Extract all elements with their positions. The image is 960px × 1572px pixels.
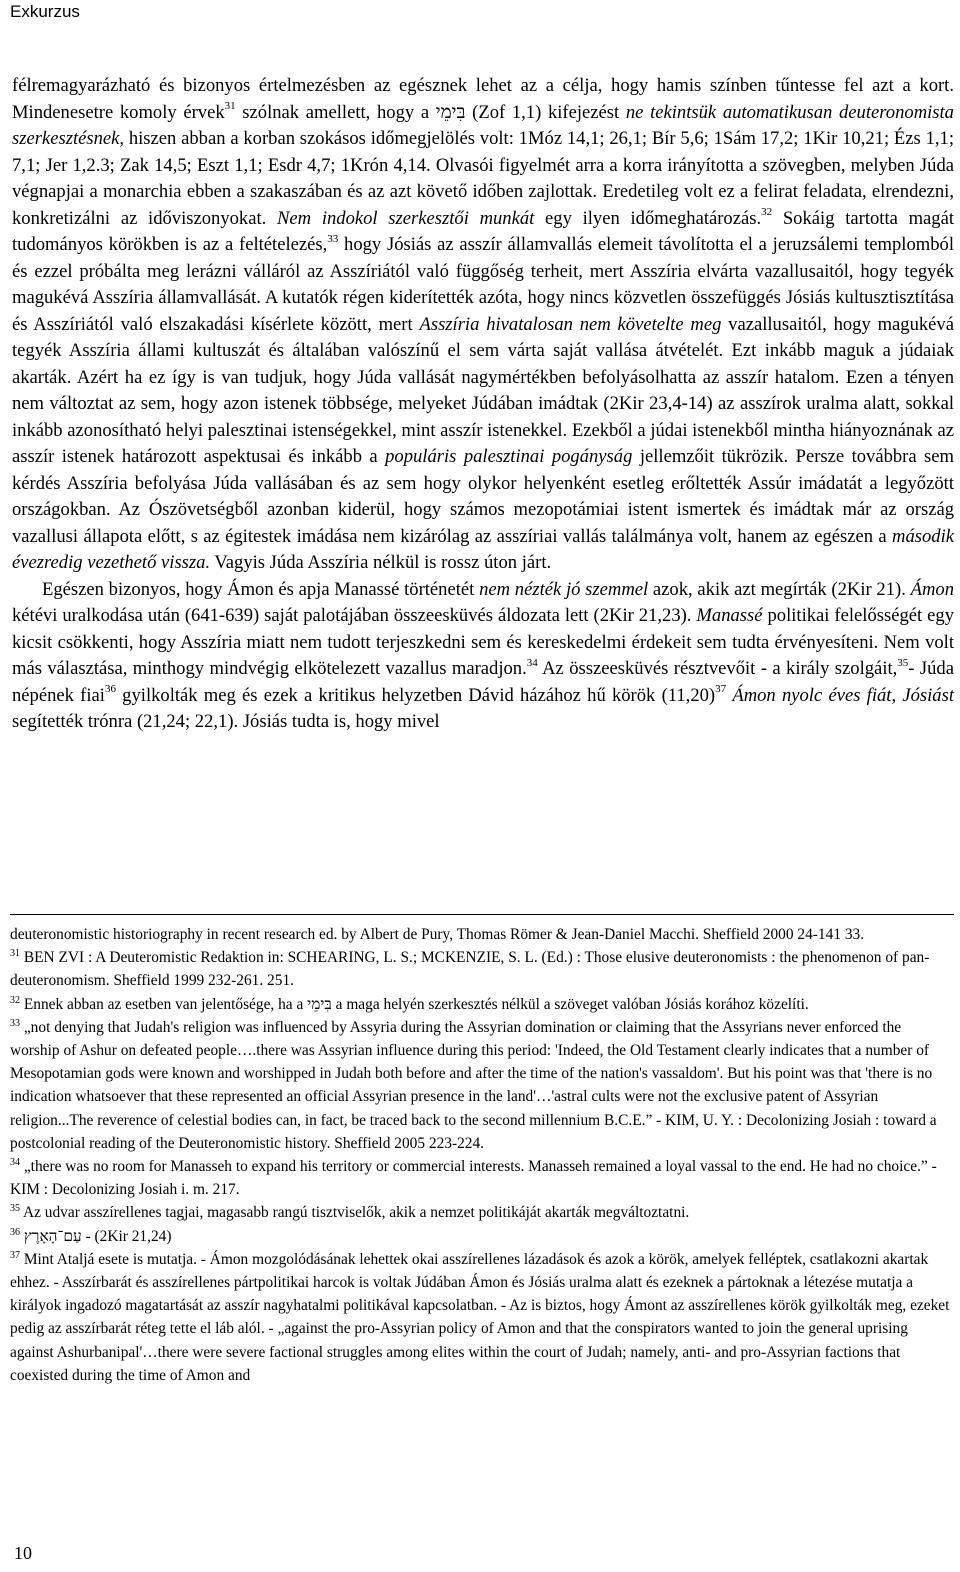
footnote-text: Az udvar asszírellenes tagjai, magasabb rangú tisztviselők, akik a nemzet politikáját akarták megváltoztatni. [20,1204,690,1222]
paragraph-2 [12,577,954,736]
page-number: 10 [14,1543,32,1563]
text-run: Vagyis Júda Asszíria nélkül is rossz úton járt. [210,552,552,573]
footnote-text: BEN ZVI : A Deuteromistic Redaktion in: [20,949,288,967]
text-run: hogy Jósiás az asszír államvallás elemeit távolította el a jeruzsálemi templomból és ezzel próbálta meg lerázni válláról az Asszíriától való függőség terheit, mert Asszíria elvárta vazallusaitól, hogy tegyék magukévá Asszíria államvallását. A kutatók régen kiderítették azóta, hogy nincs közvetlen összefüggés Jósiás kultusztisztítása és Asszíriától való elszakadási kísérlete között, mert [12,234,954,335]
footnote-34 [10,1155,954,1201]
footnote-33 [10,1016,954,1155]
italic-run: második évezredig vezethető vissza. [12,525,954,573]
footnote-ref-37[interactable]: 37 [715,683,727,696]
text-run: jellemzőit tükrözik. Persze továbbra sem kérdés Asszíria befolyása Júda vallásában és az sem hogy olykor helyenként esetleg erőltették Assúr imádatát a legyőzött országokban. Az Ószövetségből azonban kiderül, hogy számos mezopotámiai istent ismertek és imádtak már az ország vazallusi állapota előtt, s az égitestek imádása nem kizárólag az asszíriai vallás találmánya volt, hanem az egészen a [12,446,954,547]
italic-run: Nem indokol szerkesztői munkát [277,207,535,229]
italic-run: populáris palesztinai pogányság [385,446,633,467]
footnote-number: 34 [10,1157,20,1169]
text-run: félremagyarázható és bizonyos értelmezésben az egésznek lehet az a célja, hogy hamis színben tűntesse fel azt a kort. Mindenesetre komoly érvek [12,75,954,123]
italic-run: Ámon nyolc éves fiát, Jósiást [732,684,954,706]
text-run: gyilkolták meg és ezek a kritikus helyzetben Dávid házához hű körök (11,20) [115,684,716,706]
footnote-text: Mint Ataljá esete is mutatja. - Ámon mozgolódásának lehettek okai asszírellenes lázadások és azok a körök, amelyek felléptek, csatlakozni akartak ehhez. - Asszírbarát és asszírellenes pártpolitikai harcok is voltak Júdában Ámon és Jósiás uralma alatt és ezeknek a pártoknak a létezése mutatja a királyok ingadozó magatartását az asszír nagyhatalmi politikával kapcsolatban. - Az is biztos, hogy Ámont az asszírellenes körök gyilkolták meg, ezeket pedig az asszírbarát réteg tette el láb alól. - „against the pro-Assyrian policy of Amon and that the conspirators wanted to join the general uprising against Ashurbanipal'…there were severe factional struggles among elites within the court of Judah; namely, anti- and pro-Assyrian factions that coexisted during the time of Amon and [10,1250,950,1384]
footnote-author: KIM [10,1181,40,1199]
text-run: Az összeesküvés résztvevőit - a király szolgáit, [537,658,898,679]
footnote-era: B.C.E. [604,1111,646,1129]
footnote-ref-34[interactable]: 34 [526,656,538,669]
hebrew-word: עַם־הָאָרֶץ [23,1227,82,1245]
footnote-number: 33 [10,1017,20,1029]
text-run: - Júda népének fiai [12,658,954,706]
italic-run: ne tekintsük automatikusan deuteronomista szerkesztésnek, [12,101,954,149]
footnote-author: SCHEARING, L. S.; MCKENZIE, S. L. [287,949,538,967]
text-run: (Zof 1,1) kifejezést [465,101,626,123]
footnote-number: 35 [10,1203,20,1215]
footnote-author: KIM, U. Y. [665,1111,734,1129]
footnotes [10,923,954,1387]
footnote-ref-32[interactable]: 32 [761,206,773,219]
footnote-ref-36[interactable]: 36 [104,683,116,696]
footnote-31 [10,946,954,992]
hebrew-word: בִּימֵי [435,101,466,123]
text-run: politikai felelősségét egy kicsit csökkenti, hogy Asszíria miatt nem tudott terjeszkedni sem és kereskedelmi érdekeit sem tudta érvényesíteni. Nem volt más választása, minthogy mindvégig elkötelezett vazallus maradjon. [12,605,954,679]
footnote-36 [10,1225,954,1248]
text-run: segítették trónra (21,24; 22,1). Jósiás tudta is, hogy mivel [12,711,440,732]
italic-run: nem nézték jó szemmel [479,578,649,600]
italic-run: Asszíria hivatalosan nem követelte meg [419,313,722,335]
footnote-ref-31[interactable]: 31 [224,100,236,113]
text-run: azok, akik azt megírták (2Kir 21). [648,578,911,600]
text-run: Sokáig tartotta magát tudományos körökben is az a feltételezés, [12,207,955,255]
footnote-ref-35[interactable]: 35 [897,656,909,669]
footnote-35 [10,1201,954,1224]
paragraph-1 [12,73,954,577]
footnote-number: 31 [10,948,20,960]
hebrew-word: בִּימֵי [307,995,332,1013]
text-run: szólnak amellett, hogy a [235,101,436,123]
footnote-text: deuteronomistic historiography in recent research ed. by Albert de Pury, Thomas Römer & Jean-Daniel Macchi. Sheffield 2000 24-141 33. [10,926,865,943]
footnote-number: 32 [10,994,20,1006]
footnote-ref-33[interactable]: 33 [327,232,339,245]
footnote-text: „not denying that Judah's religion was influenced by Assyria during the Assyrian domination or claiming that the Assyrians never enforced the worship of Ashur on defeated people….there was Assyrian influence during this period: 'Indeed, the Old Testament clearly indicates that a number of Mesopotamian gods were known and worshipped in Judah both before and after the time of the nation's vassaldom'. But his point was that 'there is no indication whatsoever that these represented an official Assyrian presence in the land'…'astral cults were not the exclusive patent of Assyrian religion...The reverence of celestial bodies can, in fact, be traced back to the second millennium [10,1018,933,1129]
footnote-text: Ennek abban az esetben van jelentősége, ha a [20,995,308,1013]
italic-run: Ámon [910,578,954,600]
footnote-number: 36 [10,1226,20,1238]
main-text [12,73,954,736]
footnote-text: : Decolonizing Josiah : toward a postcolonial reading of the Deuteronomistic history. Sheffield 2005 223-224. [10,1111,937,1152]
italic-run: Manassé [696,605,763,626]
running-header: Exkurzus [10,2,80,21]
footnote-text: a maga helyén szerkesztés nélkül a szöveget valóban Jósiás korához közelíti. [331,995,809,1013]
text-run: vazallusaitól, hogy magukévá tegyék Asszíria állami kultuszát és általában valószínű el sem várta saját vallása átvételét. Ezt inkább maguk a júdaiak akarták. Azért ha ez így is van tudjuk, hogy Júda vallását nagymértékben befolyásolhatta az asszír hatalom. Ezen a tényen nem változtat az sem, hogy azon istenek többsége, melyeket Júdában imádtak (2Kir 23,4-14) az asszírok uralma alatt, sokkal inkább azonosítható helyi palesztinai istenségekkel, mint asszír istenekkel. Ezekből a júdai istenekből mintha hiányoznának az asszír istenek határozott aspektusai és inkább a [12,313,954,467]
text-run: Egészen bizonyos, hogy Ámon és apja Manassé történetét [42,578,480,600]
text-run: egy ilyen időmeghatározás. [534,207,762,229]
footnote-37 [10,1248,954,1387]
footnote-32 [10,993,954,1016]
text-run: kétévi uralkodása után (641-639) saját palotájában összeesküvés áldozata lett (2Kir 21,23). [12,605,697,626]
footnote-text: ” - [645,1111,666,1129]
footnote-text: - (2Kir 21,24) [81,1227,172,1245]
footnote-number: 37 [10,1249,20,1261]
text-run: hiszen abban a korban szokásos időmegjelölés volt: 1Móz 14,1; 26,1; Bír 5,6; 1Sám 17,2; 1Kir 10,21; Ézs 1,1; 7,1; Jer 1,2.3; Zak 14,5; Eszt 1,1; Esdr 4,7; 1Krón 4,14. Olvasói figyelmét arra a korra irányította a szövegben, melyben Júda végnapjai a monarchia ebben a szakaszában és az azt követő időben zajlottak. Eredetileg volt ez a felirat feladata, elrendezni, konkretizálni az időviszonyokat. [12,128,954,229]
footnote-text: (Ed.) : Those elusive deuteronomists : the phenomenon of pan-deuteronomism. Sheffield 1999 232-261. 251. [10,949,930,990]
footnote-text: „there was no room for Manasseh to expand his territory or commercial interests. Manasseh remained a loyal vassal to the end. He had no choice.” - [20,1158,937,1176]
footnote-text: : Decolonizing Josiah i. m. 217. [39,1181,240,1199]
footnote-separator [10,914,954,915]
footnote-continuation [10,923,954,946]
